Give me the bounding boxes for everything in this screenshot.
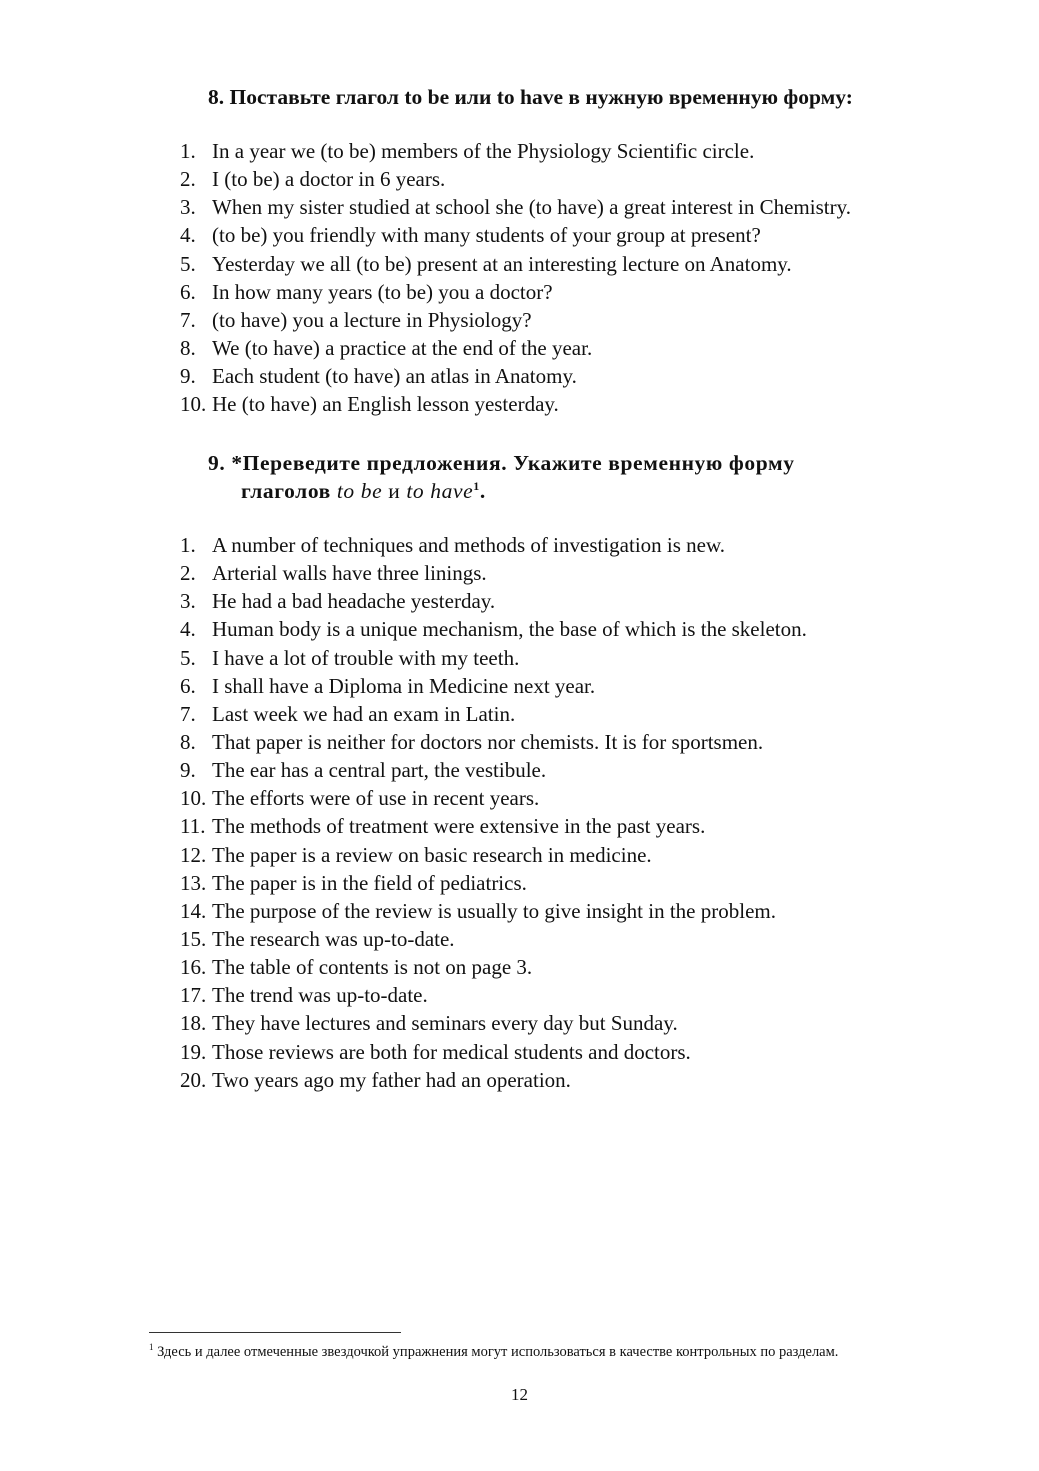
item-number: 6. — [180, 279, 196, 304]
item-number: 12. — [180, 842, 207, 867]
item-text: (to have) you a lecture in Physiology? — [212, 307, 532, 332]
item-number: 4. — [180, 223, 196, 248]
item-number: 17. — [180, 983, 207, 1008]
item-number: 7. — [180, 307, 196, 332]
item-number: 8. — [180, 729, 196, 754]
list-item — [180, 137, 980, 165]
item-text: Two years ago my father had an operation. — [212, 1067, 571, 1092]
footnote-text: Здесь и далее отмеченные звездочкой упражнения могут использоваться в качестве контрольных по разделам. — [157, 1344, 839, 1360]
item-text: The paper is a review on basic research in medicine. — [212, 842, 652, 867]
item-text: That paper is neither for doctors nor chemists. It is for sportsmen. — [212, 729, 764, 754]
item-text: We (to have) a practice at the end of the year. — [212, 335, 593, 360]
exercise-9-title-italic-to-have: to have — [406, 479, 474, 503]
item-text: The trend was up-to-date. — [212, 983, 428, 1008]
item-number: 18. — [180, 1011, 207, 1036]
item-text: Yesterday we all (to be) present at an interesting lecture on Anatomy. — [212, 251, 792, 276]
item-number: 9. — [180, 758, 196, 783]
exercise-9-title-italic-to-be: to be — [336, 479, 383, 503]
item-text: Last week we had an exam in Latin. — [212, 701, 516, 726]
item-text: I have a lot of trouble with my teeth. — [212, 645, 520, 670]
list-item — [180, 841, 980, 869]
list-item — [180, 756, 980, 784]
list-item — [180, 587, 980, 615]
list-item — [180, 812, 980, 840]
list-item — [180, 869, 980, 897]
item-text: Arterial walls have three linings. — [212, 561, 487, 586]
footnote — [149, 1343, 919, 1362]
list-item — [180, 728, 980, 756]
list-item — [180, 700, 980, 728]
item-text: The research was up-to-date. — [212, 926, 455, 951]
item-number: 3. — [180, 195, 196, 220]
item-text: He had a bad headache yesterday. — [212, 589, 496, 614]
item-text: The purpose of the review is usually to give insight in the problem. — [212, 898, 776, 923]
list-item — [180, 306, 980, 334]
item-number: 1. — [180, 139, 196, 163]
list-item — [180, 334, 980, 362]
exercise-9-title-part2: глаголов — [241, 479, 331, 503]
list-item — [180, 644, 980, 672]
item-text: The paper is in the field of pediatrics. — [212, 870, 527, 895]
item-text: (to be) you friendly with many students of your group at present? — [212, 223, 761, 248]
item-number: 6. — [180, 673, 196, 698]
item-text: In how many years (to be) you a doctor? — [212, 279, 553, 304]
exercise-8-title: Поставьте глагол to be или to have в нужную временную форму: — [229, 85, 853, 109]
item-text: The ear has a central part, the vestibule. — [212, 758, 547, 783]
item-number: 11. — [180, 814, 206, 839]
item-number: 5. — [180, 645, 196, 670]
item-number: 8. — [180, 335, 196, 360]
list-item — [180, 165, 980, 193]
list-item — [180, 784, 980, 812]
item-text: They have lectures and seminars every day but Sunday. — [212, 1011, 678, 1036]
list-item — [180, 1009, 980, 1037]
item-number: 3. — [180, 589, 196, 614]
list-item — [180, 981, 980, 1009]
list-item — [180, 250, 980, 278]
item-text: A number of techniques and methods of investigation is new. — [212, 533, 726, 557]
list-item — [180, 531, 980, 559]
list-item — [180, 1038, 980, 1066]
footnote-divider — [149, 1332, 401, 1333]
item-number: 5. — [180, 251, 196, 276]
exercise-9-list — [180, 531, 980, 1094]
item-number: 1. — [180, 533, 196, 557]
list-item — [180, 897, 980, 925]
item-number: 13. — [180, 870, 207, 895]
item-text: He (to have) an English lesson yesterday. — [212, 392, 559, 417]
item-number: 2. — [180, 167, 196, 192]
exercise-8-number: 8. — [208, 85, 225, 109]
list-item — [180, 278, 980, 306]
footnote-mark: 1 — [149, 1342, 154, 1353]
list-item — [180, 221, 980, 249]
item-number: 20. — [180, 1067, 207, 1092]
list-item — [180, 953, 980, 981]
item-number: 10. — [180, 786, 207, 811]
item-number: 7. — [180, 701, 196, 726]
exercise-9-title-end: . — [479, 479, 486, 503]
item-text: Human body is a unique mechanism, the base of which is the skeleton. — [212, 617, 807, 642]
exercise-8-heading — [208, 83, 976, 111]
item-text: I (to be) a doctor in 6 years. — [212, 167, 446, 192]
item-number: 15. — [180, 926, 207, 951]
footnote-reference[interactable]: 1 — [473, 478, 480, 493]
item-number: 9. — [180, 364, 196, 389]
list-item — [180, 559, 980, 587]
list-item — [180, 615, 980, 643]
item-text: Those reviews are both for medical students and doctors. — [212, 1039, 691, 1064]
item-number: 19. — [180, 1039, 207, 1064]
list-item — [180, 362, 980, 390]
page-number: 12 — [511, 1385, 528, 1404]
list-item — [180, 193, 980, 221]
item-number: 16. — [180, 955, 207, 980]
item-text: The methods of treatment were extensive in the past years. — [212, 814, 706, 839]
exercise-9-number: 9. — [208, 451, 226, 475]
item-text: When my sister studied at school she (to have) a great interest in Chemistry. — [212, 195, 851, 220]
exercise-8-list — [180, 137, 980, 418]
item-number: 14. — [180, 898, 207, 923]
item-text: The efforts were of use in recent years. — [212, 786, 540, 811]
item-text: In a year we (to be) members of the Physiology Scientific circle. — [212, 139, 755, 163]
list-item — [180, 390, 980, 418]
exercise-9-heading — [208, 449, 976, 505]
list-item — [180, 672, 980, 700]
list-item — [180, 925, 980, 953]
item-text: I shall have a Diploma in Medicine next year. — [212, 673, 596, 698]
exercise-9-title-and: и — [388, 479, 401, 503]
item-text: Each student (to have) an atlas in Anatomy. — [212, 364, 577, 389]
item-number: 4. — [180, 617, 196, 642]
item-text: The table of contents is not on page 3. — [212, 955, 533, 980]
list-item — [180, 1066, 980, 1094]
exercise-9-title-part1: *Переведите предложения. Укажите временную форму — [231, 451, 795, 475]
item-number: 10. — [180, 392, 207, 417]
item-number: 2. — [180, 561, 196, 586]
